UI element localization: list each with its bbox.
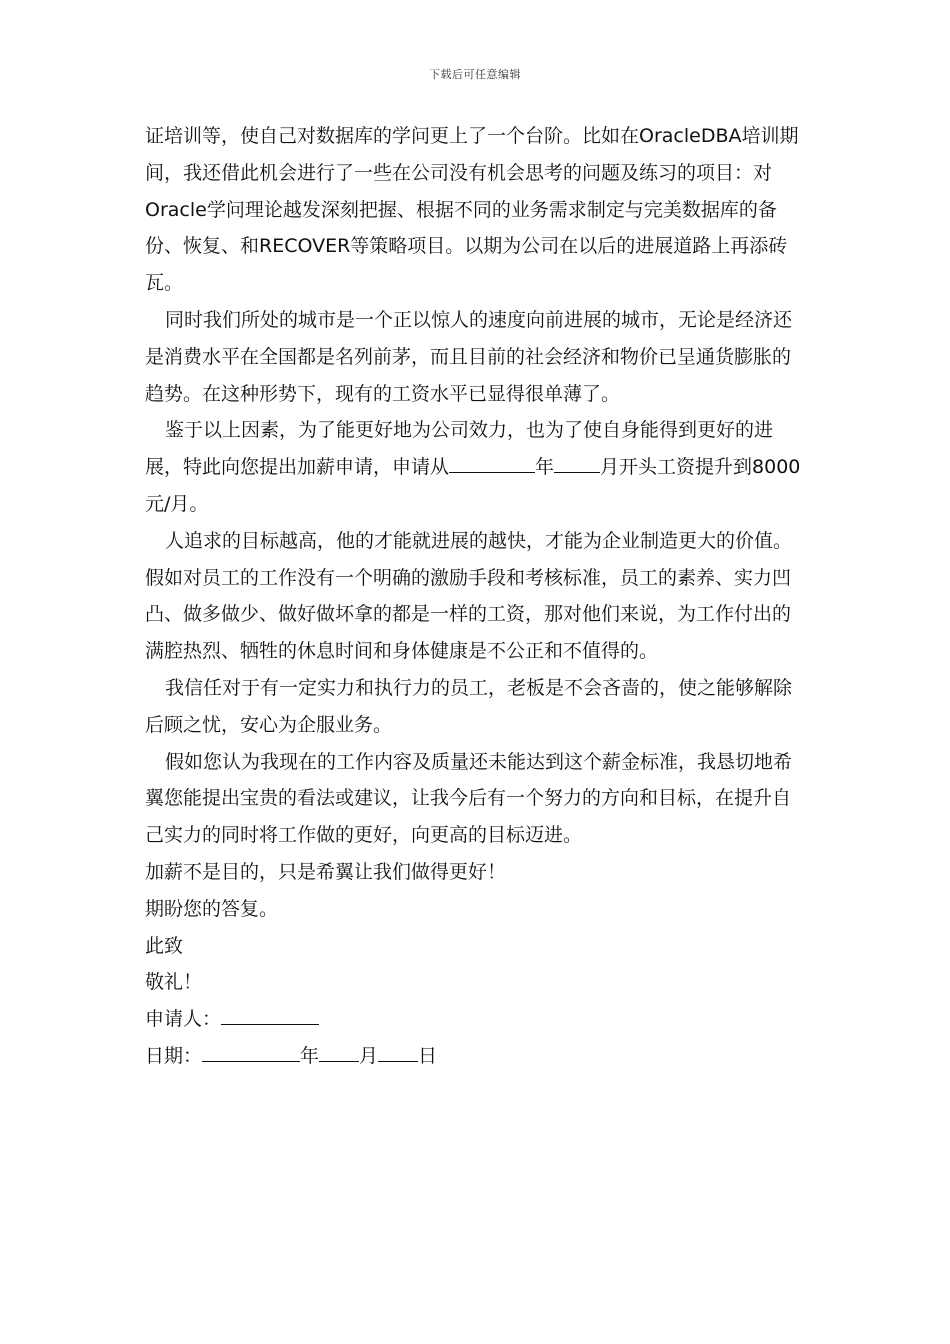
salutation-cizhi: 此致	[145, 934, 184, 957]
applicant-blank[interactable]	[221, 1004, 319, 1025]
applicant-line	[145, 1001, 807, 1038]
date-year-blank[interactable]	[202, 1041, 300, 1062]
raise-request-text-2: 月开头工资提升到8000元/月。	[145, 456, 801, 515]
salutation-jingli: 敬礼！	[145, 971, 203, 994]
raise-year-label: 年	[535, 456, 555, 479]
date-line	[145, 1038, 807, 1075]
date-label: 日期：	[145, 1044, 203, 1067]
paragraph-raise-request	[145, 412, 807, 522]
closing-await-reply: 期盼您的答复。	[145, 897, 279, 920]
closing-motto: 加薪不是目的，只是希翼让我们做得更好！	[145, 860, 507, 883]
date-month-label: 月	[359, 1044, 379, 1067]
applicant-label: 申请人：	[145, 1008, 222, 1031]
year-blank[interactable]	[449, 452, 535, 473]
letter-body	[145, 118, 807, 1075]
date-year-label: 年	[300, 1044, 320, 1067]
paragraph-trust: 我信任对于有一定实力和执行力的员工，老板是不会吝啬的，使之能够解除后顾之忧，安心为企服业务。	[145, 676, 793, 736]
paragraph-city-economy: 同时我们所处的城市是一个正以惊人的速度向前进展的城市，无论是经济还是消费水平在全国都是名列前茅，而且目前的社会经济和物价已呈通货膨胀的趋势。在这种形势下，现有的工资水平已显得很单薄了。	[145, 308, 793, 405]
date-day-label: 日	[418, 1044, 438, 1067]
paragraph-goals: 人追求的目标越高，他的才能就进展的越快，才能为企业制造更大的价值。假如对员工的工作没有一个明确的激励手段和考核标准，员工的素养、实力凹凸、做多做少、做好做坏拿的都是一样的工资，那对他们来说，为工作付出的满腔热烈、牺牲的休息时间和身体健康是不公正和不值得的。	[145, 529, 793, 663]
raise-request-text-1: 鉴于以上因素，为了能更好地为公司效力，也为了使自身能得到更好的进展，特此向您提出加薪申请，申请从	[145, 419, 774, 479]
paragraph-feedback: 假如您认为我现在的工作内容及质量还未能达到这个薪金标准，我恳切地希翼您能提出宝贵的看法或建议，让我今后有一个努力的方向和目标，在提升自己实力的同时将工作做的更好，向更高的目标迈进。	[145, 750, 793, 847]
date-day-blank[interactable]	[378, 1041, 418, 1062]
month-blank[interactable]	[554, 452, 600, 473]
paragraph-training: 证培训等，使自己对数据库的学问更上了一个台阶。比如在OracleDBA培训期间，我还借此机会进行了一些在公司没有机会思考的问题及练习的项目：对Oracle学问理论越发深刻把握、根据不同的业务需求制定与完美数据库的备份、恢复、和RECOVER等策略项目。以期为公司在以后的进展道路上再添砖瓦。	[145, 125, 799, 295]
page-header: 下载后可任意编辑	[429, 68, 521, 81]
date-month-blank[interactable]	[319, 1041, 359, 1062]
